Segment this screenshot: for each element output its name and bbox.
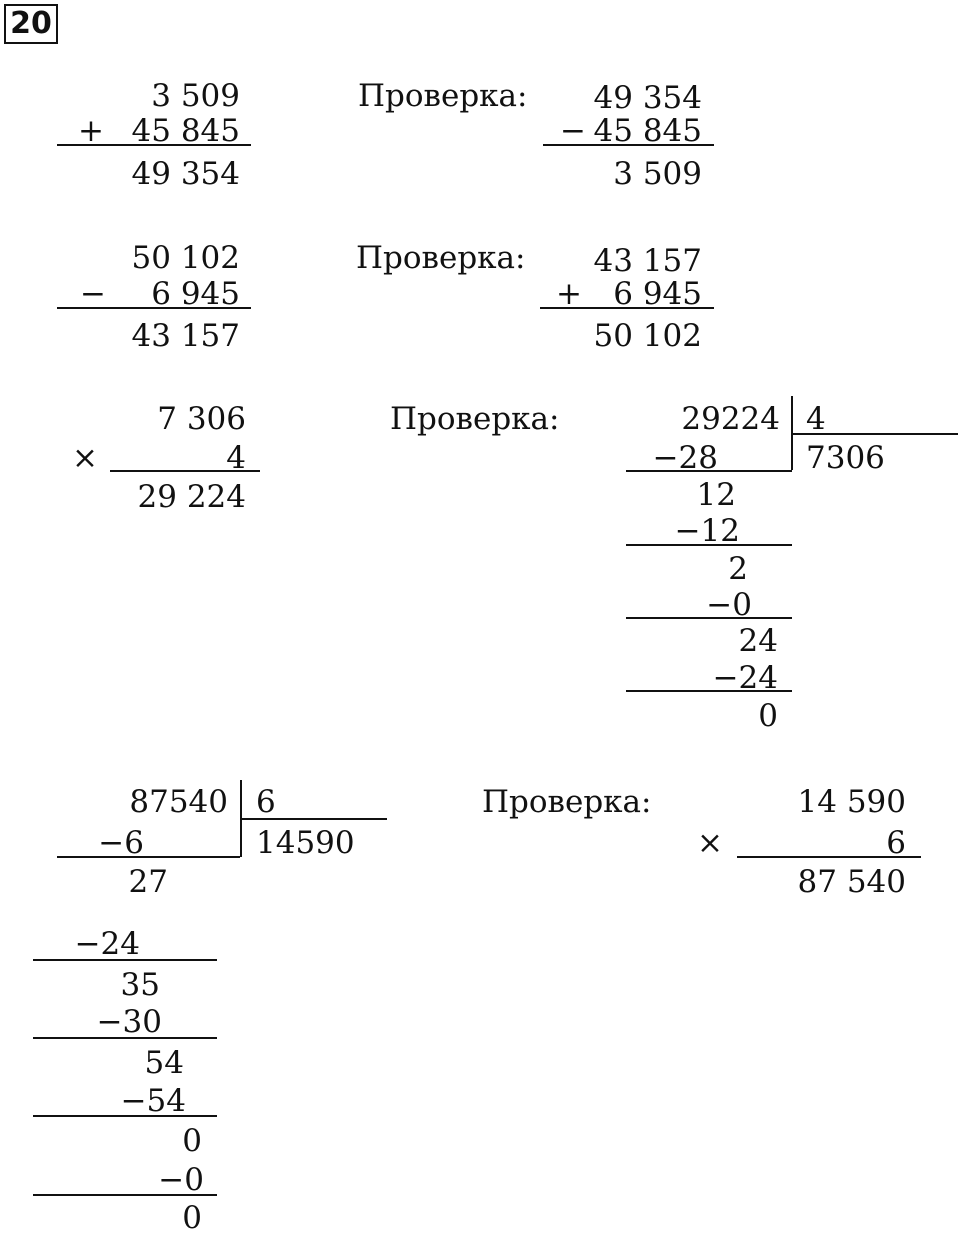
ex2-difference-line (57, 307, 251, 309)
ex1-check-subtrahend: 45 845 (593, 113, 702, 149)
ex1-addend-2: 45 845 (131, 113, 240, 149)
ex3-product: 29 224 (137, 479, 246, 515)
ex3-check-quotient: 7306 (806, 440, 885, 476)
task-number-badge: 20 (4, 4, 58, 44)
ex1-operator-sign: + (78, 113, 104, 149)
ex2-check-operator-sign: + (556, 276, 582, 312)
ex3-operator-sign: × (72, 440, 98, 476)
ex2-check-label: Проверка: (356, 240, 526, 276)
ex3-check-step-line-2 (626, 544, 792, 546)
ex2-operator-sign: − (80, 276, 106, 312)
ex1-check-label: Проверка: (358, 78, 528, 114)
ex2-difference: 43 157 (131, 318, 240, 354)
ex3-check-dividend: 29224 (681, 401, 780, 437)
ex4-check-multiplier: 6 (886, 825, 906, 861)
ex4-dividend: 87540 (129, 784, 228, 820)
ex3-check-step-8: 0 (758, 698, 778, 734)
ex4-quotient: 14590 (256, 825, 355, 861)
ex1-check-difference: 3 509 (613, 156, 702, 192)
ex3-check-label: Проверка: (390, 401, 560, 437)
ex3-check-step-line-3 (626, 617, 792, 619)
ex4-check-label: Проверка: (482, 784, 652, 820)
ex4-check-product: 87 540 (797, 864, 906, 900)
ex3-check-step-3: −12 (674, 513, 740, 549)
ex4-check-operator-sign: × (697, 825, 723, 861)
ex3-check-step-line-1 (626, 470, 792, 472)
ex3-check-step-5: −0 (706, 587, 752, 623)
ex4-step-3: −24 (74, 926, 140, 962)
ex3-check-step-7: −24 (712, 660, 778, 696)
ex3-check-step-4: 2 (728, 551, 748, 587)
ex4-step-line-2 (33, 959, 217, 961)
ex2-minuend: 50 102 (131, 240, 240, 276)
ex1-check-difference-line (543, 144, 714, 146)
ex4-step-4: 35 (120, 967, 160, 1003)
ex3-multiplier: 4 (226, 440, 246, 476)
ex4-step-1: −6 (98, 825, 144, 861)
ex4-step-line-4 (33, 1115, 217, 1117)
ex1-sum: 49 354 (131, 156, 240, 192)
ex1-check-operator-sign: − (560, 113, 586, 149)
ex2-check-sum-line (540, 307, 714, 309)
ex4-step-line-1 (57, 856, 240, 858)
ex2-check-sum: 50 102 (593, 318, 702, 354)
ex4-step-9: −0 (158, 1162, 204, 1198)
ex4-check-multiplicand: 14 590 (797, 784, 906, 820)
ex3-check-divisor: 4 (806, 401, 826, 437)
ex4-step-6: 54 (144, 1045, 184, 1081)
ex1-check-minuend: 49 354 (593, 80, 702, 116)
ex4-step-2: 27 (128, 864, 168, 900)
ex3-check-step-6: 24 (738, 623, 778, 659)
ex4-step-line-3 (33, 1037, 217, 1039)
ex1-addend-1: 3 509 (151, 78, 240, 114)
ex2-subtrahend: 6 945 (151, 276, 240, 312)
ex3-product-line (110, 470, 260, 472)
ex4-step-10: 0 (182, 1200, 202, 1236)
ex1-sum-line (57, 144, 251, 146)
ex4-step-8: 0 (182, 1123, 202, 1159)
ex4-step-line-5 (33, 1194, 217, 1196)
ex4-divisor: 6 (256, 784, 276, 820)
ex2-check-addend-2: 6 945 (613, 276, 702, 312)
ex3-check-step-line-4 (626, 690, 792, 692)
ex3-check-step-2: 12 (696, 477, 736, 513)
ex3-check-step-1: −28 (652, 440, 718, 476)
ex4-step-7: −54 (120, 1083, 186, 1119)
ex3-multiplicand: 7 306 (157, 401, 246, 437)
ex2-check-addend-1: 43 157 (593, 243, 702, 279)
ex4-step-5: −30 (96, 1004, 162, 1040)
ex4-check-product-line (737, 856, 921, 858)
